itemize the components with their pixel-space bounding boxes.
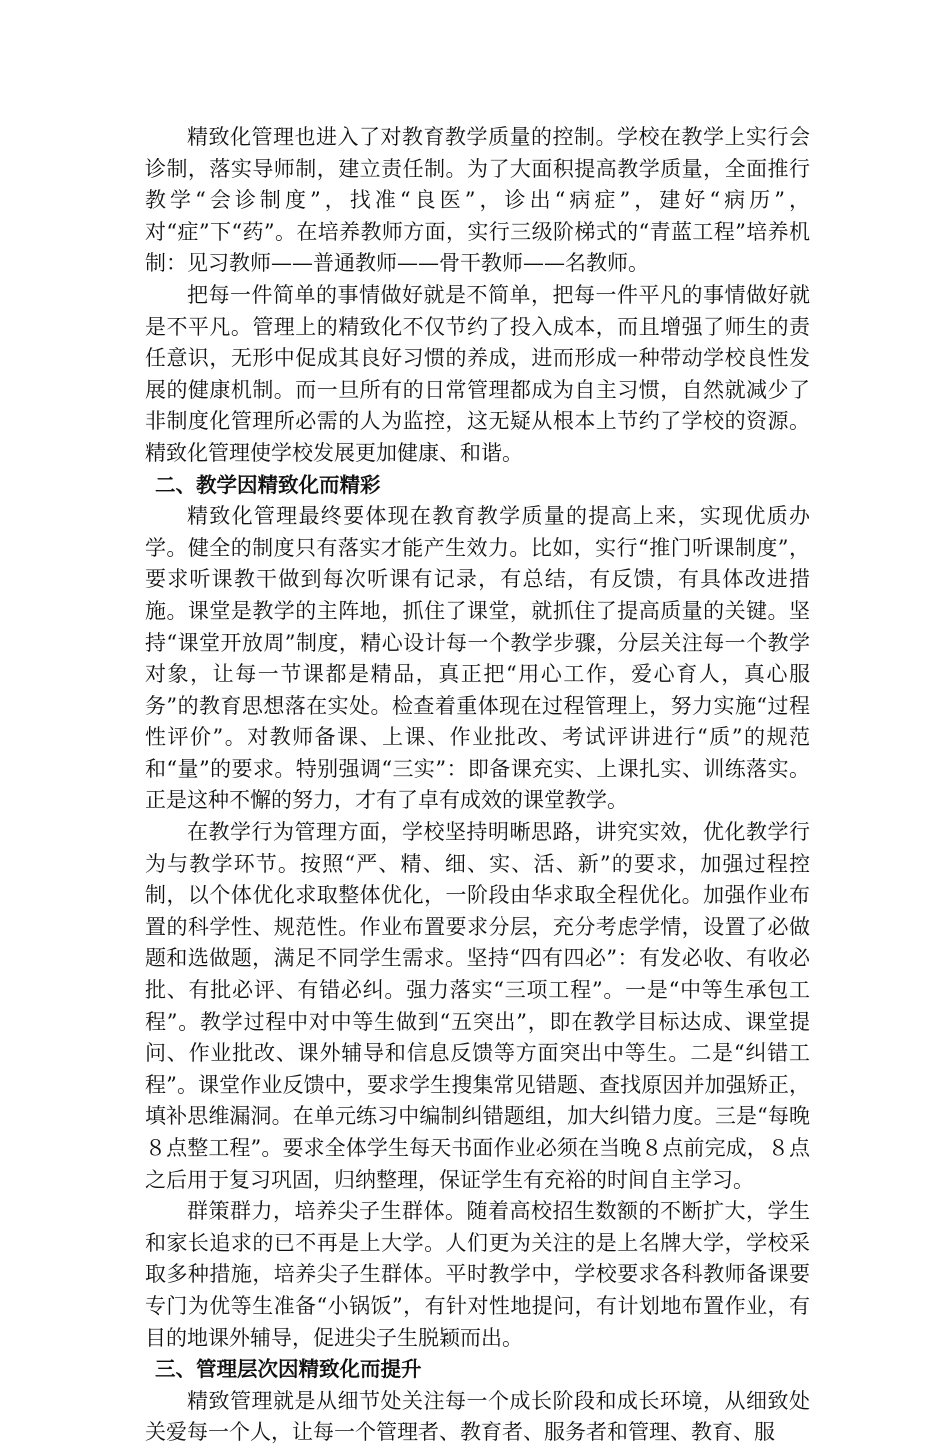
body-paragraph: 在教学行为管理方面，学校坚持明晰思路，讲究实效，优化教学行为与教学环节。按照“严、精、细、实、活、新”的要求，加强过程控制，以个体优化求取整体优化，一阶段由华求取全程优化。加强作业布置的科学性、规范性。作业布置要求分层，充分考虑学情，设置了必做题和选做题，满足不同学生需求。坚持“四有四必”：有发必收、有收必批、有批必评、有错必纠。强力落实“三项工程”。一是“中等生承包工程”。教学过程中对中等生做到“五突出”，即在教学目标达成、课堂提问、作业批改、课外辅导和信息反馈等方面突出中等生。二是“纠错工程”。课堂作业反馈中，要求学生搜集常见错题、查找原因并加强矫正，填补思维漏洞。在单元练习中编制纠错题组，加大纠错力度。三是“每晚８点整工程”。要求全体学生每天书面作业必须在当晚８点前完成，８点之后用于复习巩固，归纳整理，保证学生有充裕的时间自主学习。: [145, 820, 810, 1192]
body-paragraph: 把每一件简单的事情做好就是不简单，把每一件平凡的事情做好就是不平凡。管理上的精致化不仅节约了投入成本，而且增强了师生的责任意识，无形中促成其良好习惯的养成，进而形成一种带动学校良性发展的健康机制。而一旦所有的日常管理都成为自主习惯，自然就减少了非制度化管理所必需的人为监控，这无疑从根本上节约了学校的资源。精致化管理使学校发展更加健康、和谐。: [145, 282, 810, 465]
document-page: [145, 122, 810, 1449]
section-heading: 二、教学因精致化而精彩: [155, 472, 381, 497]
body-paragraph: 群策群力，培养尖子生群体。随着高校招生数额的不断扩大，学生和家长追求的已不再是上大学。人们更为关注的是上名牌大学，学校采取多种措施，培养尖子生群体。平时教学中，学校要求各科教师备课要专门为优等生准备“小锅饭”，有针对性地提问，有计划地布置作业，有目的地课外辅导，促进尖子生脱颖而出。: [145, 1199, 810, 1350]
body-paragraph: 精致化管理也进入了对教育教学质量的控制。学校在教学上实行会诊制，落实导师制，建立责任制。为了大面积提高教学质量，全面推行教学“会诊制度”，找准“良医”，诊出“病症”，建好“病历”，对“症”下“药”。在培养教师方面，实行三级阶梯式的“青蓝工程”培养机制：见习教师——普通教师——骨干教师——名教师。: [145, 125, 810, 276]
body-paragraph: 精致化管理最终要体现在教育教学质量的提高上来，实现优质办学。健全的制度只有落实才能产生效力。比如，实行“推门听课制度”，要求听课教干做到每次听课有记录，有总结，有反馈，有具体改进措施。课堂是教学的主阵地，抓住了课堂，就抓住了提高质量的关键。坚持“课堂开放周”制度，精心设计每一个教学步骤，分层关注每一个教学对象，让每一节课都是精品，真正把“用心工作，爱心育人，真心服务”的教育思想落在实处。检查着重体现在过程管理上，努力实施“过程性评价”。对教师备课、上课、作业批改、考试评讲进行“质”的规范和“量”的要求。特别强调“三实”：即备课充实、上课扎实、训练落实。正是这种不懈的努力，才有了卓有成效的课堂教学。: [145, 504, 810, 813]
section-heading: 三、管理层次因精致化而提升: [155, 1357, 422, 1382]
body-paragraph: 精致管理就是从细节处关注每一个成长阶段和成长环境，从细致处关爱每一个人，让每一个管理者、教育者、服务者和管理、教育、服: [145, 1388, 810, 1445]
